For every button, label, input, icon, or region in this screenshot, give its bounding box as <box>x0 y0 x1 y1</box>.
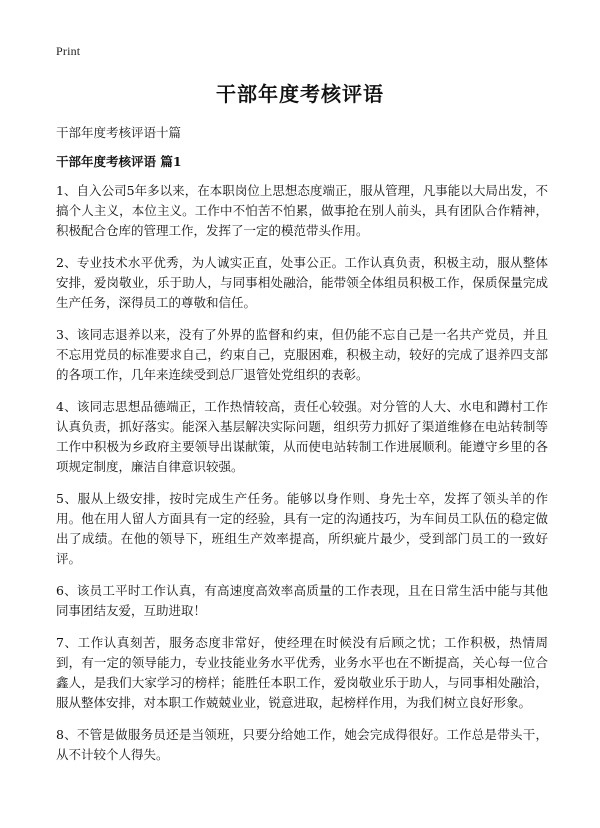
paragraph-3: 3、该同志退养以来，没有了外界的监督和约束，但仍能不忘自己是一名共产党员，并且不忘用党员的标准要求自己，约束自己，克服困难，积极主动，较好的完成了退养四支部的各项工作，几年来连续受到总厂退管处党组织的表彰。 <box>56 327 548 382</box>
page-title: 干部年度考核评语 <box>216 82 384 106</box>
paragraph-8: 8、不管是做服务员还是当领班，只要分给她工作，她会完成得很好。工作总是带头干，从不计较个人得失。 <box>56 727 548 762</box>
paragraph-1: 1、自入公司5年多以来，在本职岗位上思想态度端正，服从管理，凡事能以大局出发，不搞个人主义，本位主义。工作中不怕苦不怕累，做事抢在别人前头，具有团队合作精神，积极配合仓库的管理工作，发挥了一定的模范带头作用。 <box>56 183 548 238</box>
paragraph-6: 6、该员工平时工作认真，有高速度高效率高质量的工作表现，且在日常生活中能与其他同事团结友爱，互助进取！ <box>56 583 548 618</box>
section-heading: 干部年度考核评语 篇1 <box>56 154 182 169</box>
paragraph-5: 5、服从上级安排，按时完成生产任务。能够以身作则、身先士卒，发挥了领头羊的作用。他在用人留人方面具有一定的经验，具有一定的沟通技巧，为车间员工队伍的稳定做出了成绩。在他的领导下，班组生产效率提高，所织疵片最少，受到部门员工的一致好评。 <box>56 491 548 566</box>
paragraph-list <box>56 181 548 777</box>
document-subtitle: 干部年度考核评语十篇 <box>56 125 182 140</box>
print-link[interactable]: Print <box>56 44 81 58</box>
paragraph-4: 4、该同志思想品德端正，工作热情较高，责任心较强。对分管的人大、水电和蹲村工作认真负责，抓好落实。能深入基层解决实际问题，组织劳力抓好了渠道维修在电站转制等工作中积极为乡政府主要领导出谋献策，从而使电站转制工作进展顺利。能遵守乡里的各项规定制度，廉洁自律意识较强。 <box>56 399 548 474</box>
paragraph-2: 2、专业技术水平优秀，为人诚实正直，处事公正。工作认真负责，积极主动，服从整体安排，爱岗敬业，乐于助人，与同事相处融洽，能带领全体组员积极工作，保质保量完成生产任务，深得员工的尊敬和信任。 <box>56 255 548 310</box>
paragraph-7: 7、工作认真刻苦，服务态度非常好，使经理在时候没有后顾之忧；工作积极，热情周到，有一定的领导能力，专业技能业务水平优秀，业务水平也在不断提高，关心每一位合鑫人，是我们大家学习的榜样；能胜任本职工作，爱岗敬业乐于助人，与同事相处融洽，服从整体安排，对本职工作兢兢业业，锐意进取，起榜样作用，为我们树立良好形象。 <box>56 635 548 710</box>
